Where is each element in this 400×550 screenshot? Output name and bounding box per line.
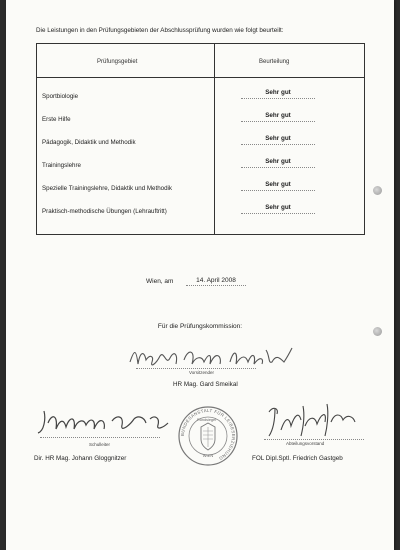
table-row-subject: Praktisch-methodische Übungen (Lehrauftritt) (42, 208, 167, 215)
grade-column-header: Beurteilung (259, 59, 290, 65)
table-row-grade: Sehr gut (241, 204, 315, 214)
stamp-ring-text: BUNDESANSTALT FÜR LEIBESERZIEHUNG (179, 407, 237, 462)
table-row-subject: Pädagogik, Didaktik und Methodik (42, 139, 136, 146)
table-row-subject: Sportbiologie (42, 93, 79, 100)
chair-signature-line (136, 368, 256, 369)
school-head-signature-line (40, 437, 160, 438)
intro-text: Die Leistungen in den Prüfungsgebieten der Abschlussprüfung wurden wie folgt beurteilt: (36, 27, 284, 34)
department-head-signature (261, 400, 361, 440)
school-head-signature (34, 405, 174, 437)
school-stamp (177, 405, 239, 467)
chair-name: HR Mag. Gard Smeikal (173, 381, 238, 388)
school-head-role: Schulleiter (89, 442, 111, 447)
stamp-label: Rundsiegel (197, 418, 216, 422)
table-row-grade: Sehr gut (241, 112, 315, 122)
table-row-subject: Spezielle Trainingslehre, Didaktik und Methodik (42, 185, 173, 192)
commission-label: Für die Prüfungskommission: (157, 323, 243, 330)
subject-column-header: Prüfungsgebiet (97, 59, 138, 65)
grades-table (36, 43, 365, 235)
table-row-grade: Sehr gut (241, 89, 315, 99)
place-label: Wien, am (146, 278, 174, 285)
date-value: 14. April 2008 (186, 277, 246, 286)
header-divider (37, 77, 364, 78)
punch-hole (373, 186, 382, 195)
department-head-role: Abteilungsvorstand (286, 441, 325, 446)
table-row-grade: Sehr gut (241, 181, 315, 191)
table-row-subject: Trainingslehre (42, 162, 81, 169)
stamp-city: WIEN (202, 453, 214, 458)
chair-role: Vorsitzender (189, 370, 215, 375)
department-head-signature-line (264, 439, 364, 440)
school-head-name: Dir. HR Mag. Johann Gloggnitzer (34, 455, 127, 462)
department-head-name: FOL Dipl.Sptl. Friedrich Gastgeb (252, 455, 343, 462)
table-row-grade: Sehr gut (241, 158, 315, 168)
table-row-subject: Erste Hilfe (42, 116, 71, 123)
table-row-grade: Sehr gut (241, 135, 315, 145)
document-page (6, 0, 394, 550)
column-divider (214, 44, 215, 234)
